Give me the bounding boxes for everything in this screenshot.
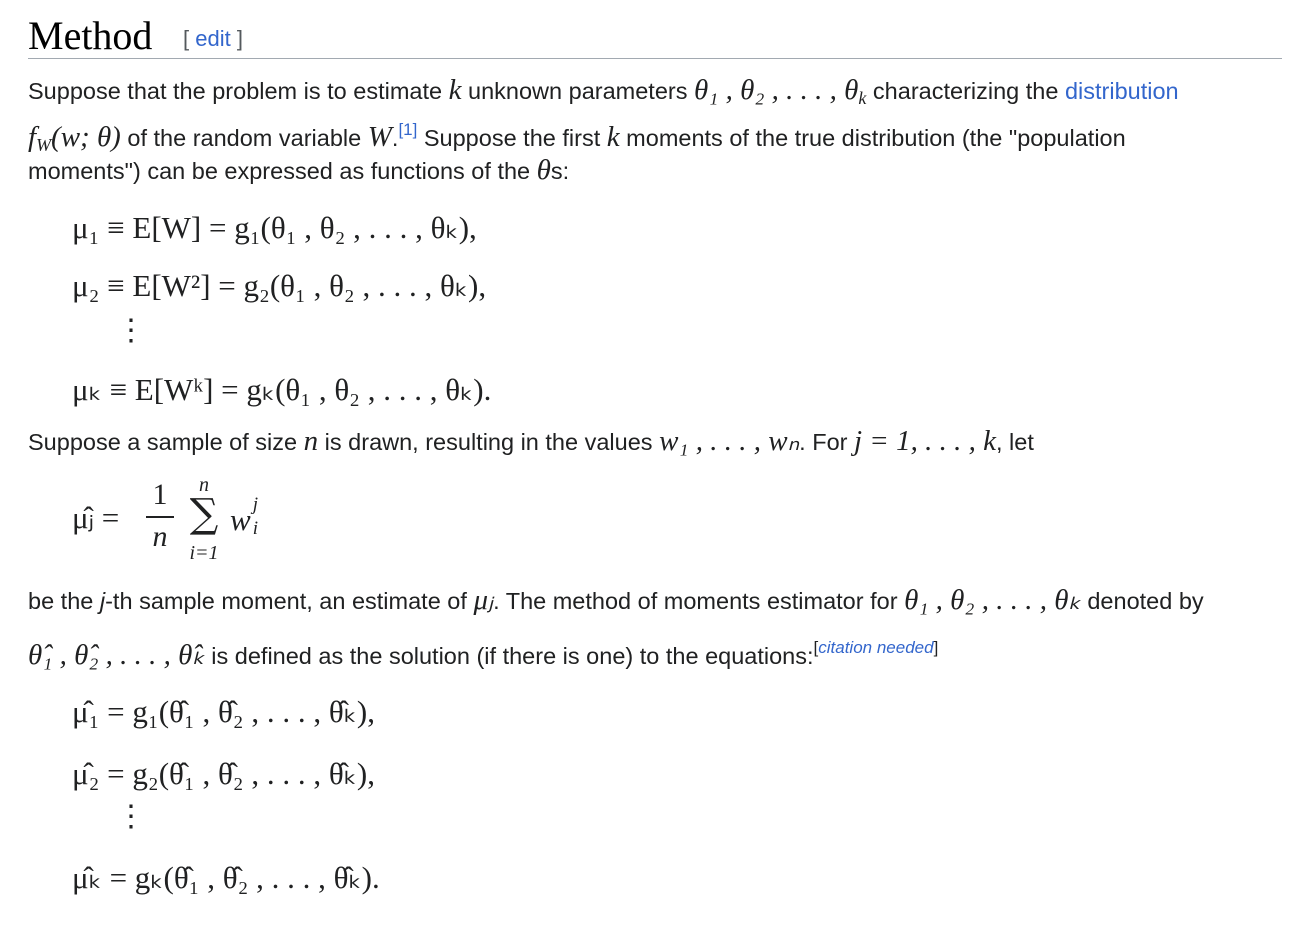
text-run: characterizing the bbox=[866, 78, 1065, 104]
sum-lower-limit: i=1 bbox=[189, 542, 219, 564]
sum-upper-limit: n bbox=[199, 474, 209, 496]
math-sub-k: k bbox=[858, 88, 867, 109]
paragraph-1-line-3 bbox=[28, 150, 569, 191]
text-run: denoted by bbox=[1080, 588, 1204, 614]
text-run: Suppose that the problem is to estimate bbox=[28, 78, 449, 104]
paragraph-2 bbox=[28, 421, 1034, 462]
math-args: (w; θ) bbox=[51, 121, 121, 153]
fraction-bar bbox=[146, 516, 174, 518]
math-sub-W: W bbox=[36, 135, 52, 156]
text-run: . For bbox=[799, 429, 854, 455]
moment-equation-k: μₖ ≡ E[Wᵏ] = gₖ(θ₁ , θ₂ , . . . , θₖ). bbox=[72, 372, 492, 407]
fraction-numerator: 1 bbox=[152, 478, 168, 511]
fraction-denominator: n bbox=[152, 520, 168, 553]
text-run: Suppose a sample of size bbox=[28, 429, 304, 455]
text-run: be the bbox=[28, 588, 100, 614]
italic-j: j bbox=[99, 588, 106, 614]
math-k: k bbox=[606, 121, 620, 153]
math-w: w bbox=[230, 502, 251, 537]
sample-moment-lhs: μ̂ⱼ = bbox=[72, 500, 120, 535]
math-n: n bbox=[303, 425, 319, 457]
paragraph-3-line-1 bbox=[28, 580, 1204, 621]
text-run: is defined as the solution (if there is one) to the equations: bbox=[204, 643, 814, 669]
math-w-values: w₁ , . . . , wₙ bbox=[659, 425, 800, 457]
text-run: moments of the true distribution (the "population bbox=[619, 125, 1126, 151]
edit-bracket-open: [ bbox=[183, 26, 190, 51]
text-run: Suppose the first bbox=[417, 125, 607, 151]
math-theta-hat-list: θ̂₁ , θ̂₂ , . . . , θ̂ₖ bbox=[28, 639, 205, 671]
estimator-equation-k: μ̂ₖ = gₖ(θ̂₁ , θ̂₂ , . . . , θ̂ₖ). bbox=[72, 860, 380, 895]
text-run: of the random variable bbox=[120, 125, 368, 151]
text-run: s: bbox=[550, 158, 570, 184]
math-sup-j: j bbox=[252, 494, 258, 515]
section-title: Method bbox=[28, 13, 153, 58]
distribution-link[interactable]: distribution bbox=[1064, 78, 1179, 104]
math-f: f bbox=[28, 121, 37, 153]
text-run: , let bbox=[996, 429, 1034, 455]
math-theta: θ bbox=[536, 154, 551, 186]
sum-term bbox=[230, 494, 263, 539]
sigma-symbol: ∑ bbox=[189, 491, 219, 537]
vertical-ellipsis: ⋮ bbox=[116, 800, 146, 833]
text-run: unknown parameters bbox=[461, 78, 695, 104]
citation-bracket-close: ] bbox=[933, 638, 939, 657]
edit-section bbox=[183, 26, 243, 52]
math-theta-list: θ₁ , θ₂ , . . . , θₖ bbox=[904, 584, 1081, 616]
text-run: moments") can be expressed as functions of the bbox=[28, 158, 537, 184]
math-sub-i: i bbox=[252, 518, 258, 539]
moment-equation-1: μ₁ ≡ E[W] = g₁(θ₁ , θ₂ , . . . , θₖ), bbox=[72, 210, 477, 245]
reference-link-1[interactable]: [1] bbox=[398, 120, 418, 139]
math-k: k bbox=[448, 74, 462, 106]
math-W: W bbox=[367, 121, 392, 153]
citation-needed-link[interactable]: citation needed bbox=[818, 638, 934, 657]
paragraph-3-line-2 bbox=[28, 628, 938, 676]
text-run: -th sample moment, an estimate of bbox=[105, 588, 474, 614]
math-theta-list bbox=[694, 74, 867, 109]
vertical-ellipsis: ⋮ bbox=[116, 314, 146, 347]
edit-link[interactable]: edit bbox=[195, 26, 231, 51]
estimator-equation-1: μ̂₁ = g₁(θ̂₁ , θ̂₂ , . . . , θ̂ₖ), bbox=[72, 694, 375, 729]
math-j-range: j = 1, . . . , k bbox=[854, 425, 996, 457]
citation-needed bbox=[814, 638, 939, 657]
text-run: . The method of moments estimator for bbox=[493, 588, 905, 614]
edit-bracket-close: ] bbox=[236, 26, 243, 51]
section-heading bbox=[28, 6, 1282, 59]
text-run: is drawn, resulting in the values bbox=[318, 429, 660, 455]
text-run: . bbox=[391, 125, 399, 151]
citation-bracket-open: [ bbox=[813, 638, 819, 657]
math-mu-j: μⱼ bbox=[473, 584, 494, 616]
moment-equation-2: μ₂ ≡ E[W²] = g₂(θ₁ , θ₂ , . . . , θₖ), bbox=[72, 268, 487, 303]
math-theta-seq: θ₁ , θ₂ , . . . , θ bbox=[694, 74, 859, 106]
estimator-equation-2: μ̂₂ = g₂(θ̂₁ , θ̂₂ , . . . , θ̂ₖ), bbox=[72, 756, 375, 791]
